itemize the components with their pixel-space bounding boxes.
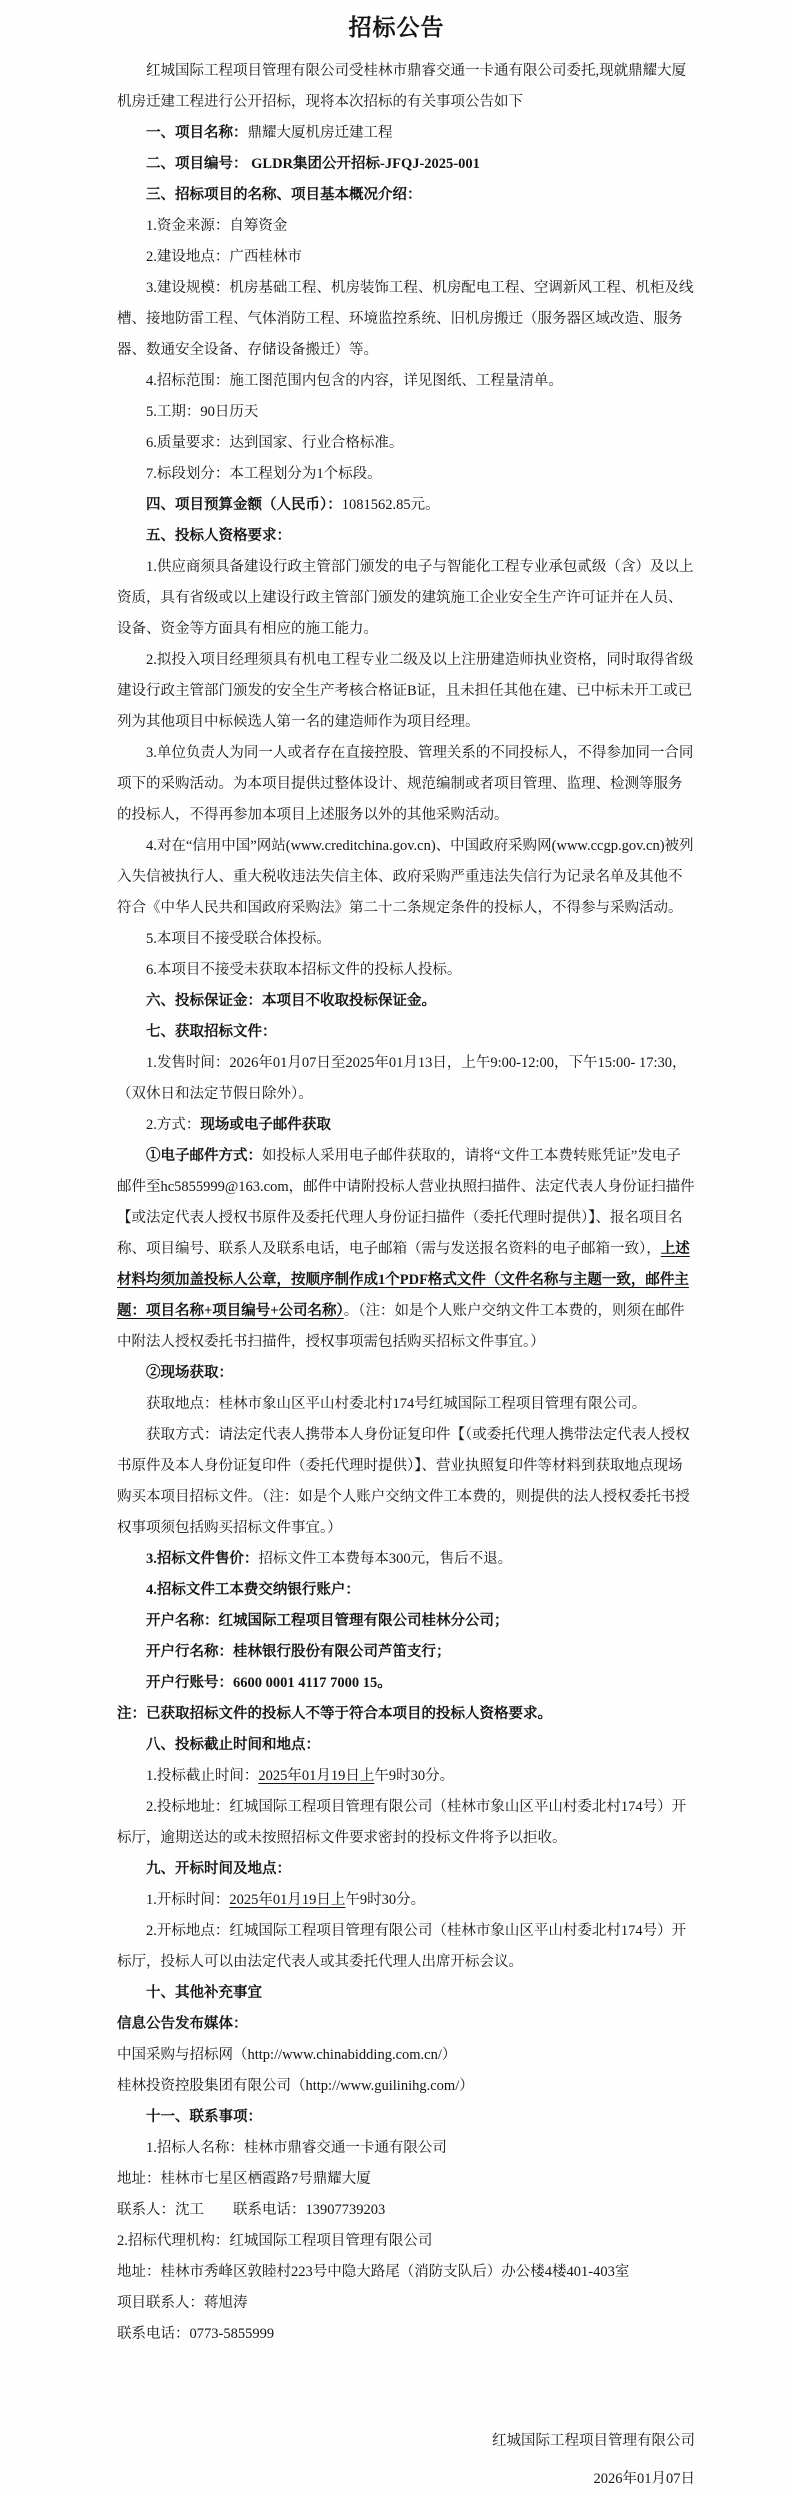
document-paragraph: [117, 2164, 695, 2195]
text-run: 十一、联系事项：: [146, 2109, 262, 2125]
text-run: ②现场获取：: [146, 1365, 233, 1381]
text-run: 联系电话：0773-5855999: [117, 2326, 275, 2342]
footer-date: 2026年01月07日: [593, 2471, 695, 2487]
text-run: 六、投标保证金：本项目不收取投标保证金。: [146, 993, 436, 1009]
document-paragraph: [117, 552, 695, 645]
text-run: 联系人：沈工 联系电话：13907739203: [117, 2202, 386, 2218]
document-paragraph: [117, 1048, 695, 1110]
text-run: 3.建设规模：机房基础工程、机房装饰工程、机房配电工程、空调新风工程、机柜及线槽、接地防雷工程、气体消防工程、环境监控系统、旧机房搬迁（服务器区域改造、服务器、数通安全设备、存储设备搬迁）等。: [117, 280, 694, 358]
document-paragraph: [117, 645, 695, 738]
text-run: 开户名称：红城国际工程项目管理有限公司桂林分公司；: [146, 1613, 509, 1629]
document-paragraph: [117, 1420, 695, 1544]
text-run: 4.招标文件工本费交纳银行账户：: [146, 1582, 360, 1598]
text-run: 中国采购与招标网（http://www.chinabidding.com.cn/）: [117, 2047, 457, 2063]
paragraph-list: [117, 56, 695, 2350]
text-run: 6.质量要求：达到国家、行业合格标准。: [146, 435, 404, 451]
document-paragraph: [117, 56, 695, 118]
document-paragraph: [117, 2319, 695, 2350]
text-run: 上述材料均须加盖投标人公章，按顺序制作成1个PDF格式文件（文件名称与主题一致，邮件主题：项目名称+项目编号+公司名称）: [117, 1241, 690, 1319]
document-paragraph: [117, 1699, 695, 1730]
text-run: 1081562.85元。: [341, 497, 440, 513]
text-run: 午9时30分。: [374, 1768, 455, 1784]
document-paragraph: [117, 2257, 695, 2288]
document-paragraph: [117, 1978, 695, 2009]
document-paragraph: [117, 273, 695, 366]
text-run: 注：已获取招标文件的投标人不等于符合本项目的投标人资格要求。: [117, 1706, 552, 1722]
text-run: 五、投标人资格要求：: [146, 528, 291, 544]
document-paragraph: [117, 1141, 695, 1358]
document-paragraph: [117, 118, 695, 149]
text-run: 6.本项目不接受未获取本招标文件的投标人投标。: [146, 962, 462, 978]
text-run: 2.拟投入项目经理须具有机电工程专业二级及以上注册建造师执业资格，同时取得省级建设行政主管部门颁发的安全生产考核合格证B证，且未担任其他在建、已中标未开工或已列为其他项目中标候选人第一名的建造师作为项目经理。: [117, 652, 694, 730]
text-run: 一、项目名称：: [146, 125, 248, 141]
document-paragraph: [117, 1668, 695, 1699]
text-run: ①电子邮件方式：: [146, 1148, 262, 1164]
document-paragraph: [117, 2288, 695, 2319]
text-run: 1.投标截止时间：: [146, 1768, 259, 1784]
text-run: 2.招标代理机构：红城国际工程项目管理有限公司: [117, 2233, 433, 2249]
text-run: 三、招标项目的名称、项目基本概况介绍：: [146, 187, 422, 203]
text-run: 。（注：如是个人账户交纳文件工本费的，则须在邮件中附法人授权委托书扫描件，授权事项需包括购买招标文件事宜。）: [117, 1303, 685, 1350]
document-paragraph: [117, 1575, 695, 1606]
text-run: 1.供应商须具备建设行政主管部门颁发的电子与智能化工程专业承包贰级（含）及以上资质，具有省级或以上建设行政主管部门颁发的建筑施工企业安全生产许可证并在人员、设备、资金等方面具有相应的施工能力。: [117, 559, 694, 637]
document-paragraph: [117, 1761, 695, 1792]
document-paragraph: [117, 2133, 695, 2164]
document-paragraph: [117, 180, 695, 211]
text-run: 开户行名称：桂林银行股份有限公司芦笛支行；: [146, 1644, 451, 1660]
document-paragraph: [117, 738, 695, 831]
text-run: 5.本项目不接受联合体投标。: [146, 931, 331, 947]
text-run: 3.招标文件售价：: [146, 1551, 259, 1567]
document-paragraph: [117, 1389, 695, 1420]
document-paragraph: [117, 521, 695, 552]
document-paragraph: [117, 955, 695, 986]
document-paragraph: [117, 1017, 695, 1048]
text-run: 开户行账号：6600 0001 4117 7000 15。: [146, 1675, 392, 1691]
text-run: 1.资金来源：自筹资金: [146, 218, 288, 234]
document-paragraph: [117, 1606, 695, 1637]
document-paragraph: [117, 1854, 695, 1885]
text-run: 4.招标范围：施工图范围内包含的内容，详见图纸、工程量清单。: [146, 373, 563, 389]
document-paragraph: [117, 242, 695, 273]
document-paragraph: [117, 2040, 695, 2071]
document-footer: [117, 2422, 695, 2498]
text-run: 桂林投资控股集团有限公司（http://www.guilinihg.com/）: [117, 2078, 474, 2094]
text-run: 3.单位负责人为同一人或者存在直接控股、管理关系的不同投标人，不得参加同一合同项下的采购活动。为本项目提供过整体设计、规范编制或者项目管理、监理、检测等服务的投标人，不得再参加本项目上述服务以外的其他采购活动。: [117, 745, 694, 823]
text-run: 2.建设地点：广西桂林市: [146, 249, 302, 265]
text-run: 信息公告发布媒体：: [117, 2016, 248, 2032]
text-run: 2025年01月19日上: [258, 1768, 375, 1784]
text-run: 地址：桂林市七星区栖霞路7号鼎耀大厦: [117, 2171, 371, 2187]
document-title: 招标公告: [348, 15, 445, 40]
text-run: 鼎耀大厦机房迁建工程: [247, 125, 393, 141]
document-paragraph: [117, 986, 695, 1017]
document-paragraph: [117, 2009, 695, 2040]
document-paragraph: [117, 1885, 695, 1916]
document-paragraph: [117, 2226, 695, 2257]
text-run: 5.工期：90日历天: [146, 404, 259, 420]
text-run: 现场或电子邮件获取: [200, 1117, 331, 1133]
text-run: 如投标人采用电子邮件获取的，请将“文件工本费转账凭证”发电子邮件至hc5855999@163.com，邮件中请附投标人营业执照扫描件、法定代表人身份证扫描件【或法定代表人授权书原件及委托代理人身份证扫描件（委托代理时提供）】、报名项目名称、项目编号、联系人及联系电话，电子邮箱（需与发送报名资料的电子邮箱一致），: [117, 1148, 695, 1257]
text-run: 二、项目编号： GLDR集团公开招标-JFQJ-2025-001: [146, 156, 480, 172]
text-run: 2.开标地点：红城国际工程项目管理有限公司（桂林市象山区平山村委北村174号）开标厅，投标人可以由法定代表人或其委托代理人出席开标会议。: [117, 1923, 687, 1970]
text-run: 2.投标地址：红城国际工程项目管理有限公司（桂林市象山区平山村委北村174号）开标厅，逾期送达的或未按照招标文件要求密封的投标文件将予以拒收。: [117, 1799, 687, 1846]
text-run: 7.标段划分：本工程划分为1个标段。: [146, 466, 382, 482]
text-run: 获取地点：桂林市象山区平山村委北村174号红城国际工程项目管理有限公司。: [146, 1396, 647, 1412]
text-run: 红城国际工程项目管理有限公司受桂林市鼎睿交通一卡通有限公司委托,现就鼎耀大厦机房迁建工程进行公开招标，现将本次招标的有关事项公告如下: [117, 63, 687, 110]
document-body: [117, 56, 695, 2498]
text-run: 招标文件工本费每本300元，售后不退。: [258, 1551, 513, 1567]
document-paragraph: [117, 459, 695, 490]
text-run: 四、项目预算金额（人民币）：: [146, 497, 342, 513]
document-paragraph: [117, 1792, 695, 1854]
text-run: 1.招标人名称：桂林市鼎睿交通一卡通有限公司: [146, 2140, 447, 2156]
document-paragraph: [117, 1110, 695, 1141]
text-run: 2.方式：: [146, 1117, 201, 1133]
document-paragraph: [117, 2071, 695, 2102]
document-paragraph: [117, 1544, 695, 1575]
text-run: 十、其他补充事宜: [146, 1985, 262, 2001]
document-paragraph: [117, 1730, 695, 1761]
footer-company: 红城国际工程项目管理有限公司: [492, 2433, 695, 2449]
document-paragraph: [117, 149, 695, 180]
document-paragraph: [117, 1637, 695, 1668]
text-run: 午9时30分。: [345, 1892, 426, 1908]
document-paragraph: [117, 831, 695, 924]
document-paragraph: [117, 1358, 695, 1389]
document-paragraph: [117, 2102, 695, 2133]
document-paragraph: [117, 490, 695, 521]
document-paragraph: [117, 924, 695, 955]
document-paragraph: [117, 1916, 695, 1978]
text-run: 八、投标截止时间和地点：: [146, 1737, 320, 1753]
text-run: 七、获取招标文件：: [146, 1024, 277, 1040]
document-paragraph: [117, 428, 695, 459]
text-run: 项目联系人：蒋旭涛: [117, 2295, 248, 2311]
text-run: 1.开标时间：: [146, 1892, 230, 1908]
text-run: 地址：桂林市秀峰区敦睦村223号中隐大路尾（消防支队后）办公楼4楼401-403室: [117, 2264, 630, 2280]
document-paragraph: [117, 366, 695, 397]
text-run: 4.对在“信用中国”网站(www.creditchina.gov.cn)、中国政府采购网(www.ccgp.gov.cn)被列入失信被执行人、重大税收违法失信主体、政府采购严重违法失信行为记录名单及其他不符合《中华人民共和国政府采购法》第二十二条规定条件的投标人，不得参与采购活动。: [117, 838, 694, 916]
text-run: 1.发售时间：2026年01月07日至2025年01月13日，上午9:00-12:00，下午15:00- 17:30，（双休日和法定节假日除外）。: [117, 1055, 687, 1102]
document-paragraph: [117, 397, 695, 428]
text-run: 获取方式：请法定代表人携带本人身份证复印件【（或委托代理人携带法定代表人授权书原件及本人身份证复印件（委托代理时提供）】、营业执照复印件等材料到获取地点现场购买本项目招标文件。（注：如是个人账户交纳文件工本费的，则提供的法人授权委托书授权事项须包括购买招标文件事宜。）: [117, 1427, 690, 1536]
text-run: 2025年01月19日上: [229, 1892, 346, 1908]
text-run: 九、开标时间及地点：: [146, 1861, 291, 1877]
document-paragraph: [117, 2195, 695, 2226]
document-paragraph: [117, 211, 695, 242]
